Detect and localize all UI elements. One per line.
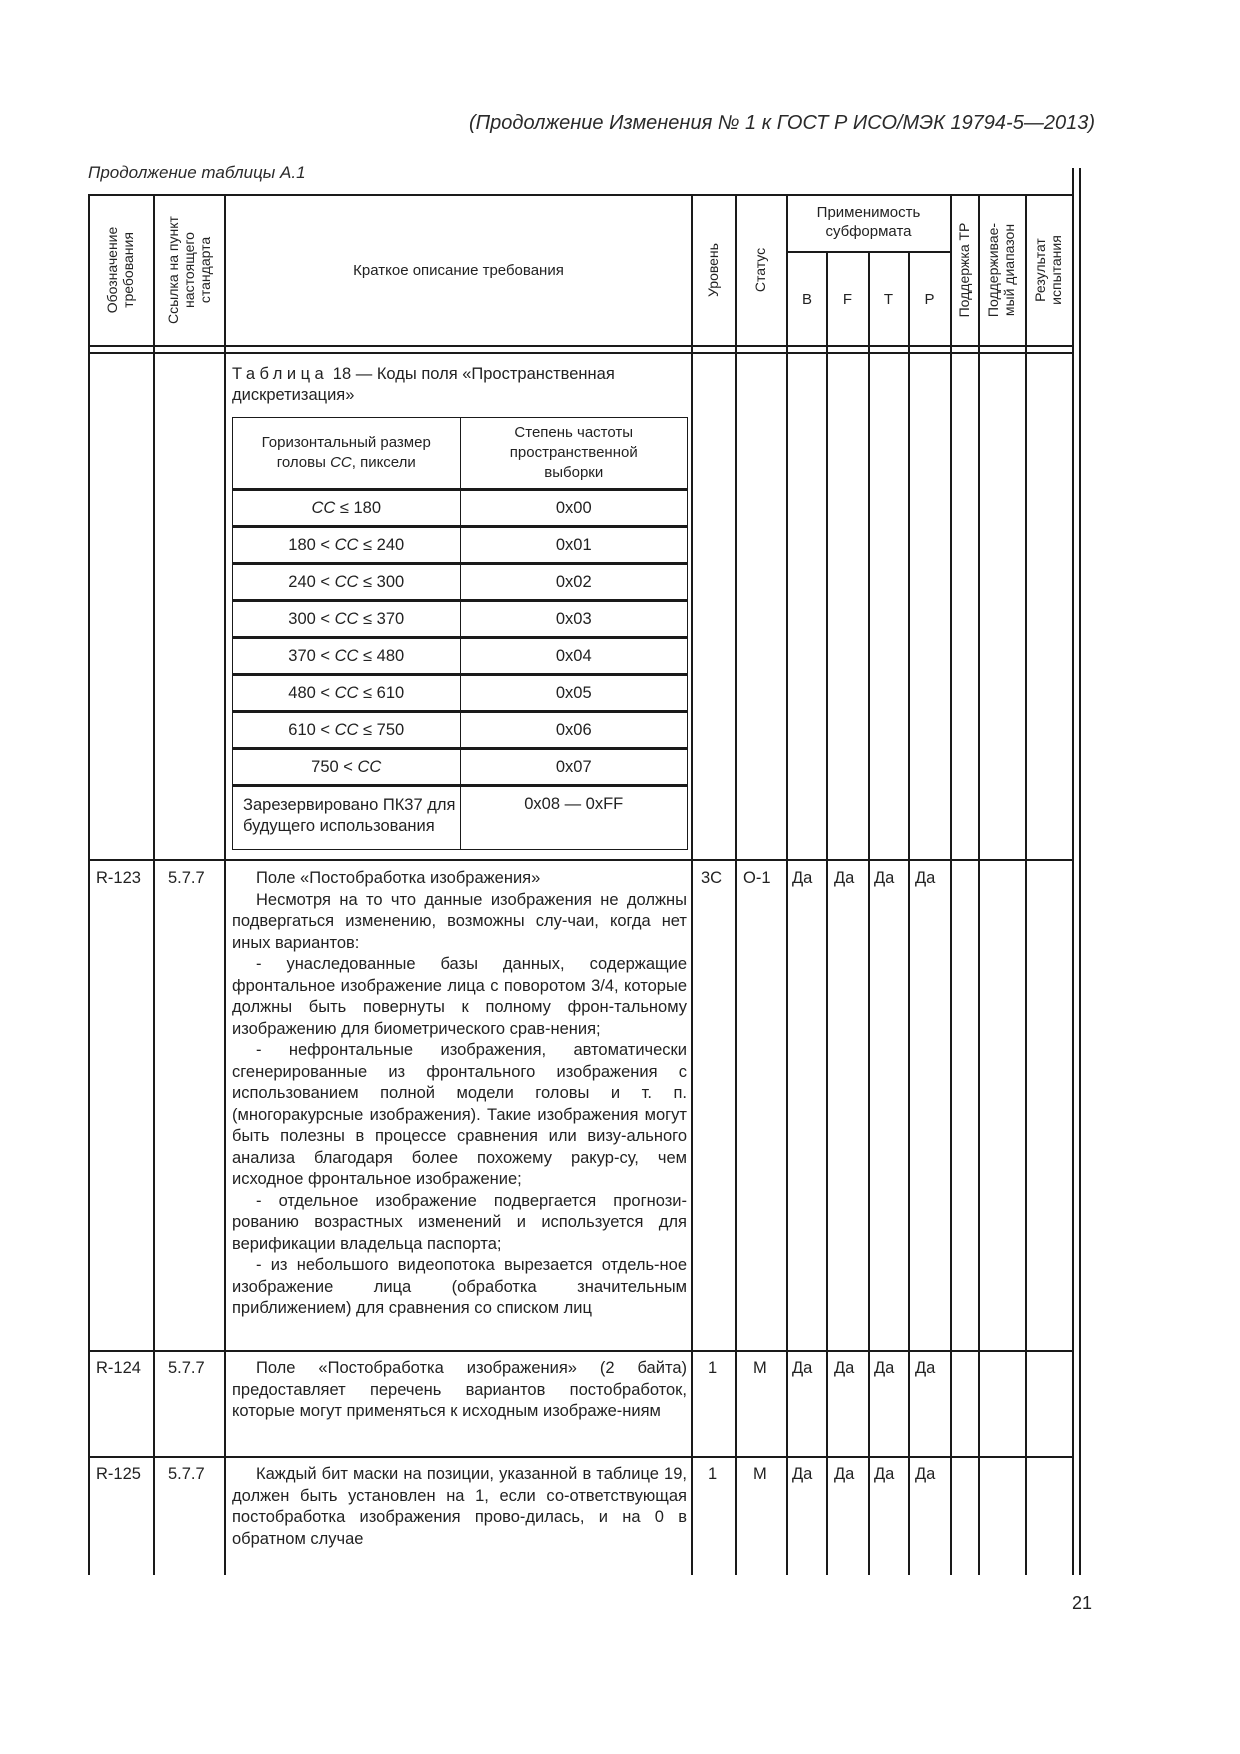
req-b: Да: [792, 869, 813, 887]
col-sub-p: P: [924, 291, 935, 308]
col-reference-header: Ссылка на пункт настоящего стандарта: [165, 216, 213, 324]
document-header: (Продолжение Изменения № 1 к ГОСТ Р ИСО/МЭК 19794-5—2013): [468, 112, 1095, 134]
req-id: R-123: [96, 869, 141, 887]
req-f: Да: [834, 1465, 855, 1483]
table-row: 300 < СС ≤ 370 0x03: [233, 601, 688, 638]
table18-col2-header: Степень частоты пространственной выборки: [460, 418, 688, 490]
req-b: Да: [792, 1359, 813, 1377]
col-test-result-header: Результат испытания: [1032, 235, 1064, 305]
table-row: 180 < СС ≤ 240 0x01: [233, 527, 688, 564]
table-row: 240 < СС ≤ 300 0x02: [233, 564, 688, 601]
req-description: Каждый бит маски на позиции, указанной в таблице 19, должен быть установлен на 1, если со-ответствующая постобработка изображения прово-дилась, и на 0 в обратном случае: [232, 1465, 687, 1548]
page-number: 21: [1071, 1593, 1092, 1613]
req-t: Да: [874, 869, 895, 887]
req-status: O-1: [743, 869, 771, 887]
req-p: Да: [915, 869, 936, 887]
req-ref: 5.7.7: [168, 1465, 205, 1483]
req-ref: 5.7.7: [168, 1359, 205, 1377]
req-description: Поле «Постобработка изображения» (2 байта) предоставляет перечень вариантов постобработок, которые могут применяться к исходным изображе-ниям: [232, 1359, 687, 1420]
req-status: M: [753, 1359, 767, 1377]
req-description: Поле «Постобработка изображения» Несмотря на то что данные изображения не должны подвергаться изменению, возможны слу-чаи, когда нет иных вариантов: - унаследованные базы данных, содержащие фронтальное изображение лица с поворотом 3/4, которые должны быть повернуты к полному фрон-тальному изображению для биометрического срав-нения; - нефронтальные изображения, автоматически сгенерированные из фронтального изображения с использованием полной модели головы и т. п. (многоракурсные изображения). Такие изображения могут быть полезны в процессе сравнения или визу-ального анализа благодаря более похожему ракур-су, чем исходное фронтальное изображение; - отдельное изображение подвергается прогнози-рованию возрастных изменений и используется для верификации владельца паспорта; - из небольшого видеопотока вырезается отдель-ное изображение лица (обработка значительным приближением) для сравнения со списком лиц: [232, 869, 687, 1317]
col-supported-range-header: Поддерживае- мый диапазон: [985, 222, 1017, 318]
table-row: 370 < СС ≤ 480 0x04: [233, 638, 688, 675]
req-b: Да: [792, 1465, 813, 1483]
req-status: M: [753, 1465, 767, 1483]
col-description-header: Краткое описание требования: [353, 262, 564, 279]
table-row: Зарезервировано ПК37 для будущего использования 0x08 — 0xFF: [233, 786, 688, 850]
table18-col1-header: Горизонтальный размер головы СС, пиксели: [233, 418, 461, 490]
table-row: СС ≤ 180 0x00: [233, 490, 688, 527]
col-sub-b: B: [801, 291, 812, 308]
req-level: 1: [708, 1465, 718, 1483]
col-level-header: Уровень: [705, 243, 721, 297]
req-id: R-125: [96, 1465, 141, 1483]
table-row: 480 < СС ≤ 610 0x05: [233, 675, 688, 712]
req-level: 3C: [701, 869, 723, 887]
col-sub-t: T: [883, 291, 894, 308]
req-p: Да: [915, 1465, 936, 1483]
req-f: Да: [834, 869, 855, 887]
table-row: 610 < СС ≤ 750 0x06: [233, 712, 688, 749]
req-level: 1: [708, 1359, 718, 1377]
req-ref: 5.7.7: [168, 869, 205, 887]
col-applicability-header: Применимость субформата: [816, 204, 921, 240]
table18: [232, 417, 688, 850]
req-f: Да: [834, 1359, 855, 1377]
col-status-header: Статус: [752, 247, 768, 293]
req-id: R-124: [96, 1359, 141, 1377]
table18-title: Таблица 18 — Коды поля «Пространственная дискретизация»: [232, 365, 615, 404]
req-t: Да: [874, 1465, 895, 1483]
col-designation-header: Обозначение требования: [104, 226, 136, 314]
col-tp-support-header: Поддержка ТР: [956, 222, 972, 318]
table-continuation-label: Продолжение таблицы А.1: [88, 163, 306, 182]
req-p: Да: [915, 1359, 936, 1377]
col-sub-f: F: [842, 291, 853, 308]
table-row: 750 < СС 0x07: [233, 749, 688, 786]
req-t: Да: [874, 1359, 895, 1377]
